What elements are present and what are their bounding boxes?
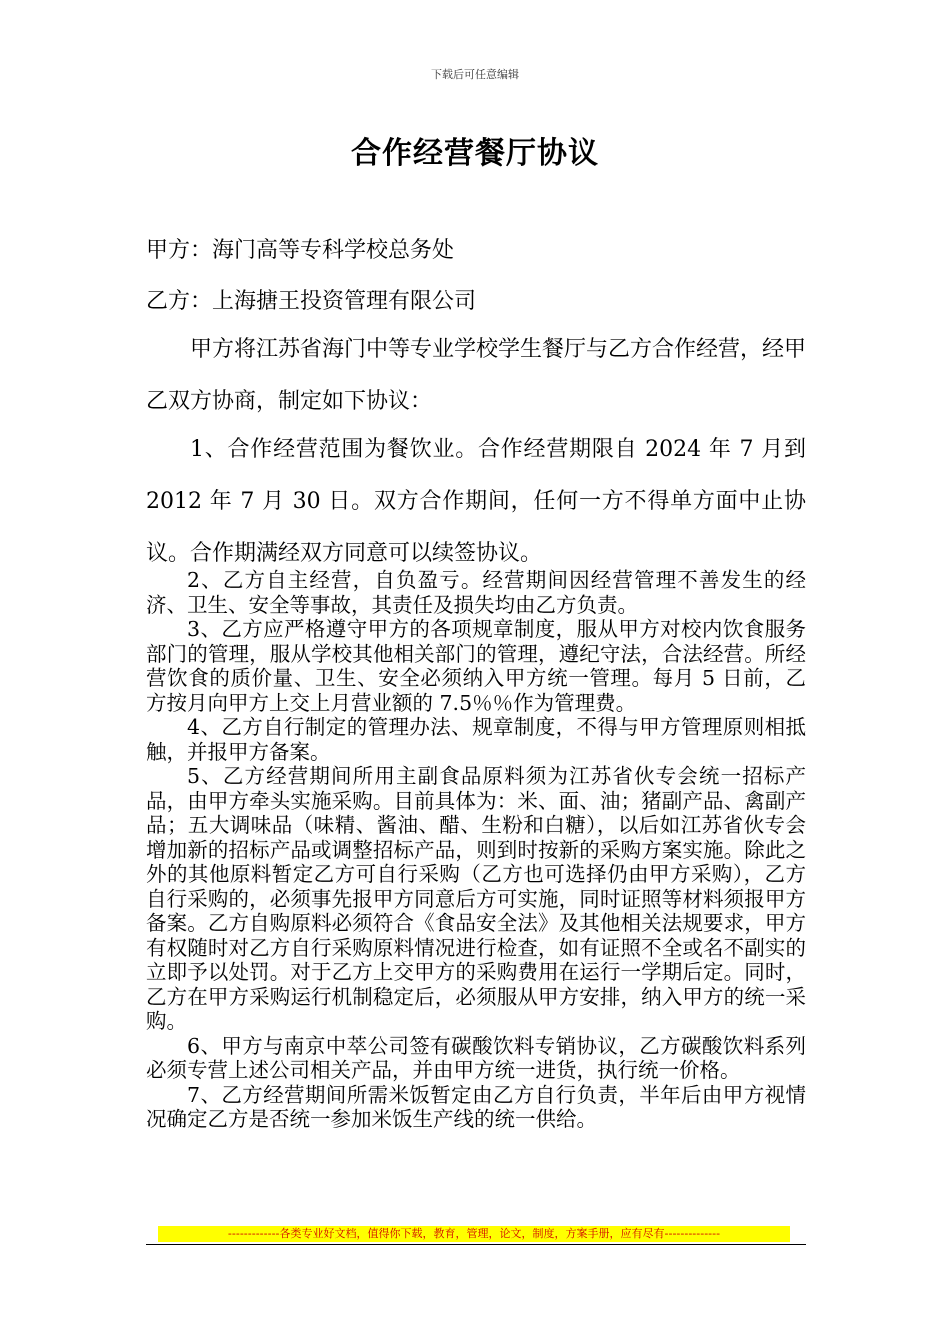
clauses-block: [146, 568, 806, 1132]
footer-banner: -------------各类专业好文档，值得你下载，教育，管理，论文，制度，方案手册，应有尽有--------------: [158, 1226, 790, 1242]
header-note: 下载后可任意编辑: [431, 68, 519, 81]
clause-6: 6、甲方与南京中萃公司签有碳酸饮料专销协议，乙方碳酸饮料系列必须专营上述公司相关产品，并由甲方统一进货，执行统一价格。: [146, 1033, 806, 1082]
footer-divider: [146, 1244, 806, 1245]
document-title: 合作经营餐厅协议: [351, 136, 599, 171]
party-a-line: 甲方：海门高等专科学校总务处: [146, 238, 455, 263]
party-b-line: 乙方：上海搪王投资管理有限公司: [146, 289, 477, 314]
clause-5: 5、乙方经营期间所用主副食品原料须为江苏省伙专会统一招标产品，由甲方牵头实施采购。目前具体为：米、面、油；猪副产品、禽副产品；五大调味品（味精、酱油、醋、生粉和白糖），以后如江苏省伙专会增加新的招标产品或调整招标产品，则到时按新的采购方案实施。除此之外的其他原料暂定乙方可自行采购（乙方也可选择仍由甲方采购），乙方自行采购的，必须事先报甲方同意后方可实施，同时证照等材料须报甲方备案。乙方自购原料必须符合《食品安全法》及其他相关法规要求，甲方有权随时对乙方自行采购原料情况进行检查，如有证照不全或名不副实的立即予以处罚。对于乙方上交甲方的采购费用在运行一学期后定。同时，乙方在甲方采购运行机制稳定后，必须服从甲方安排，纳入甲方的统一采购。: [146, 764, 806, 1033]
clause-1: 1、合作经营范围为餐饮业。合作经营期限自 2024 年 7 月到 2012 年 7 月 30 日。双方合作期间，任何一方不得单方面中止协议。合作期满经双方同意可以续签协议。: [146, 437, 806, 566]
intro-paragraph: 甲方将江苏省海门中等专业学校学生餐厅与乙方合作经营，经甲乙双方协商，制定如下协议：: [146, 337, 807, 414]
clause-7: 7、乙方经营期间所需米饭暂定由乙方自行负责，半年后由甲方视情况确定乙方是否统一参加米饭生产线的统一供给。: [146, 1082, 806, 1131]
clause-4: 4、乙方自行制定的管理办法、规章制度，不得与甲方管理原则相抵触，并报甲方备案。: [146, 715, 806, 764]
clause-3: 3、乙方应严格遵守甲方的各项规章制度，服从甲方对校内饮食服务部门的管理，服从学校其他相关部门的管理，遵纪守法，合法经营。所经营饮食的质价量、卫生、安全必须纳入甲方统一管理。每月 5 日前，乙方按月向甲方上交上月营业额的 7.5％％作为管理费。: [146, 617, 806, 715]
clause-2: 2、乙方自主经营，自负盈亏。经营期间因经营管理不善发生的经济、卫生、安全等事故，其责任及损失均由乙方负责。: [146, 568, 806, 617]
